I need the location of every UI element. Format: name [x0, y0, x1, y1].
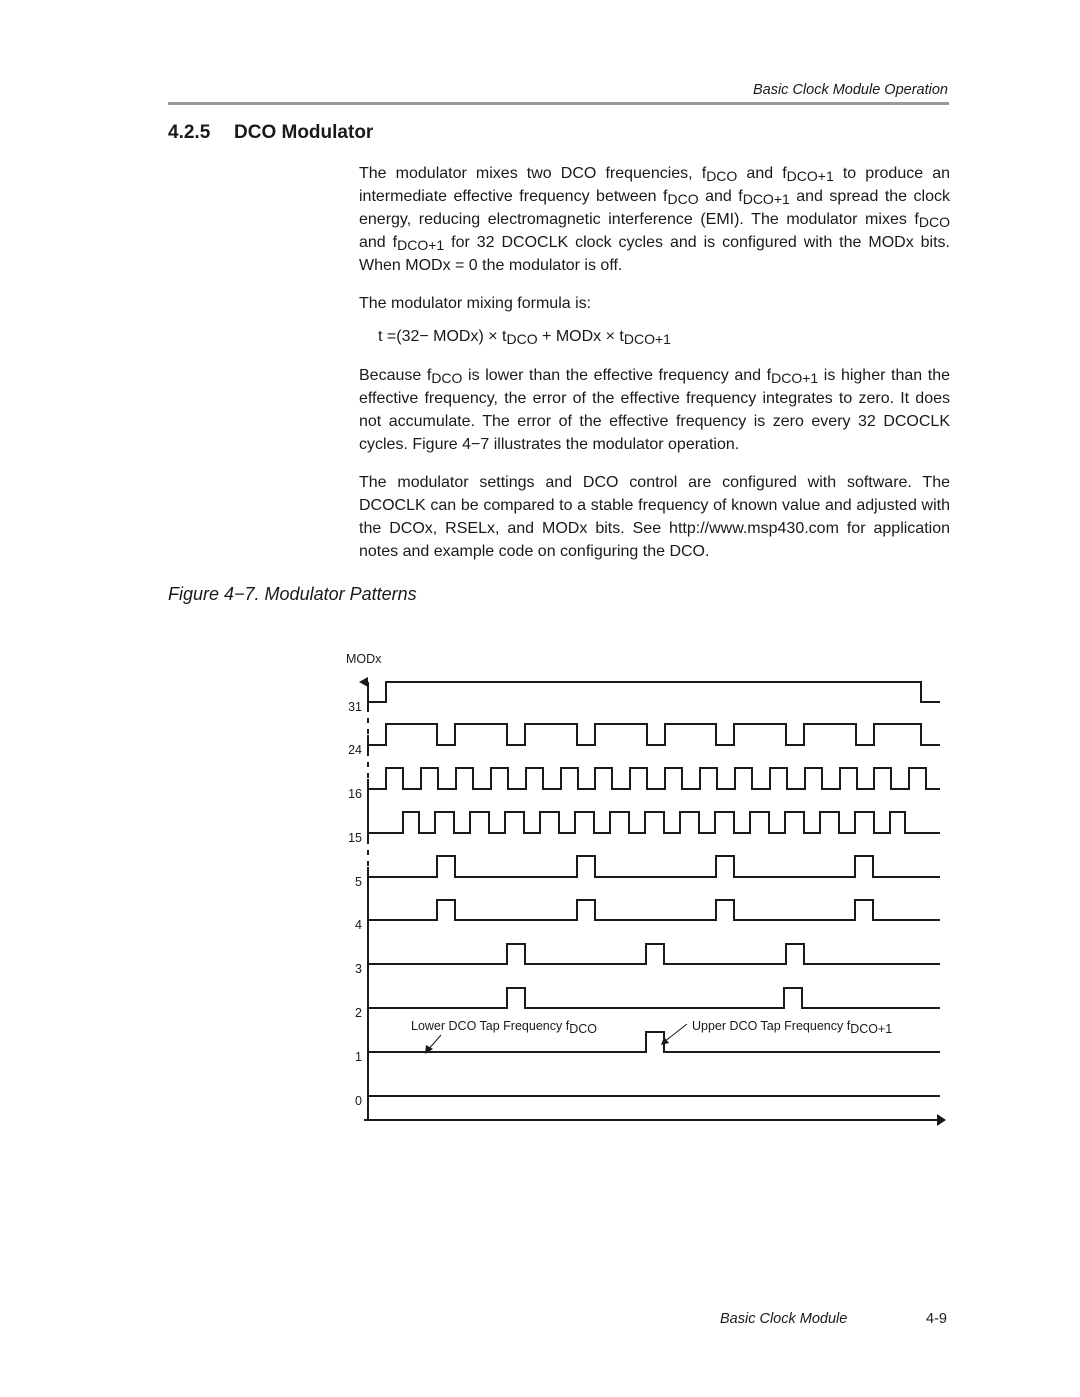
- section-number: 4.2.5: [168, 122, 211, 143]
- page-number: 4-9: [926, 1311, 947, 1327]
- paragraph-3: Because $f_{DCO}$ is lower than the effective frequency and $f_{DCO+1}$ is higher than the effective frequency, the error of the effective frequency integrates to zero. It does not accumulate. The error of the effective frequency is zero every 32 DCOCLK cycles. Figure 4−7 illustrates the modulator operation.: [359, 367, 950, 453]
- waveform-modx-3: [368, 944, 940, 964]
- row-label-5: 5: [355, 875, 362, 889]
- row-label-15: 15: [348, 831, 362, 845]
- row-label-0: 0: [355, 1094, 362, 1108]
- row-label-2: 2: [355, 1006, 362, 1020]
- row-label-16: 16: [348, 787, 362, 801]
- waveform-modx-24: [368, 724, 940, 745]
- upper-tap-annotation: Upper DCO Tap Frequency fDCO+1: [692, 1019, 893, 1036]
- figure-caption: Figure 4−7. Modulator Patterns: [168, 584, 417, 604]
- waveform-modx-16: [368, 768, 940, 789]
- y-axis-title: MODx: [346, 652, 382, 666]
- x-axis-arrow: [937, 1114, 946, 1126]
- footer-title: Basic Clock Module: [720, 1311, 848, 1327]
- paragraph-4: The modulator settings and DCO control are configured with software. The DCOCLK can be compared to a stable frequency of known value and adjusted with the DCOx, RSELx, and MODx bits. See http://www.msp430.com for application notes and example code on configuring the DCO.: [359, 474, 950, 560]
- paragraph-1: The modulator mixes two DCO frequencies, $f_{DCO}$ and $f_{DCO+1}$ to produce an intermediate effective frequency between $f_{DCO}$ and $f_{DCO+1}$ and spread the clock energy, reducing electromagnetic interference (EMI). The modulator mixes $f_{DCO}$ and $f_{DCO+1}$ for 32 DCOCLK clock cycles and is configured with the MODx bits. When MODx = 0 the modulator is off.: [359, 165, 951, 274]
- waveform-modx-5: [368, 856, 940, 877]
- row-label-1: 1: [355, 1050, 362, 1064]
- row-label-31: 31: [348, 700, 362, 714]
- paragraph-2: The modulator mixing formula is:: [359, 295, 592, 312]
- waveform-modx-2: [368, 988, 940, 1008]
- row-label-4: 4: [355, 918, 362, 932]
- waveform-modx-15: [368, 812, 940, 833]
- running-header: Basic Clock Module Operation: [752, 82, 948, 98]
- mixing-formula: t =(32− MODx) × $t_{DCO}$ + MODx × $t_{DCO+1}$: [378, 328, 671, 347]
- waveform-modx-31: [368, 682, 940, 702]
- lower-tap-annotation: Lower DCO Tap Frequency fDCO: [411, 1019, 597, 1036]
- section-title: DCO Modulator: [234, 122, 374, 143]
- upper-tap-leader: [664, 1024, 687, 1042]
- row-label-3: 3: [355, 962, 362, 976]
- row-label-24: 24: [348, 743, 362, 757]
- waveform-modx-4: [368, 900, 940, 920]
